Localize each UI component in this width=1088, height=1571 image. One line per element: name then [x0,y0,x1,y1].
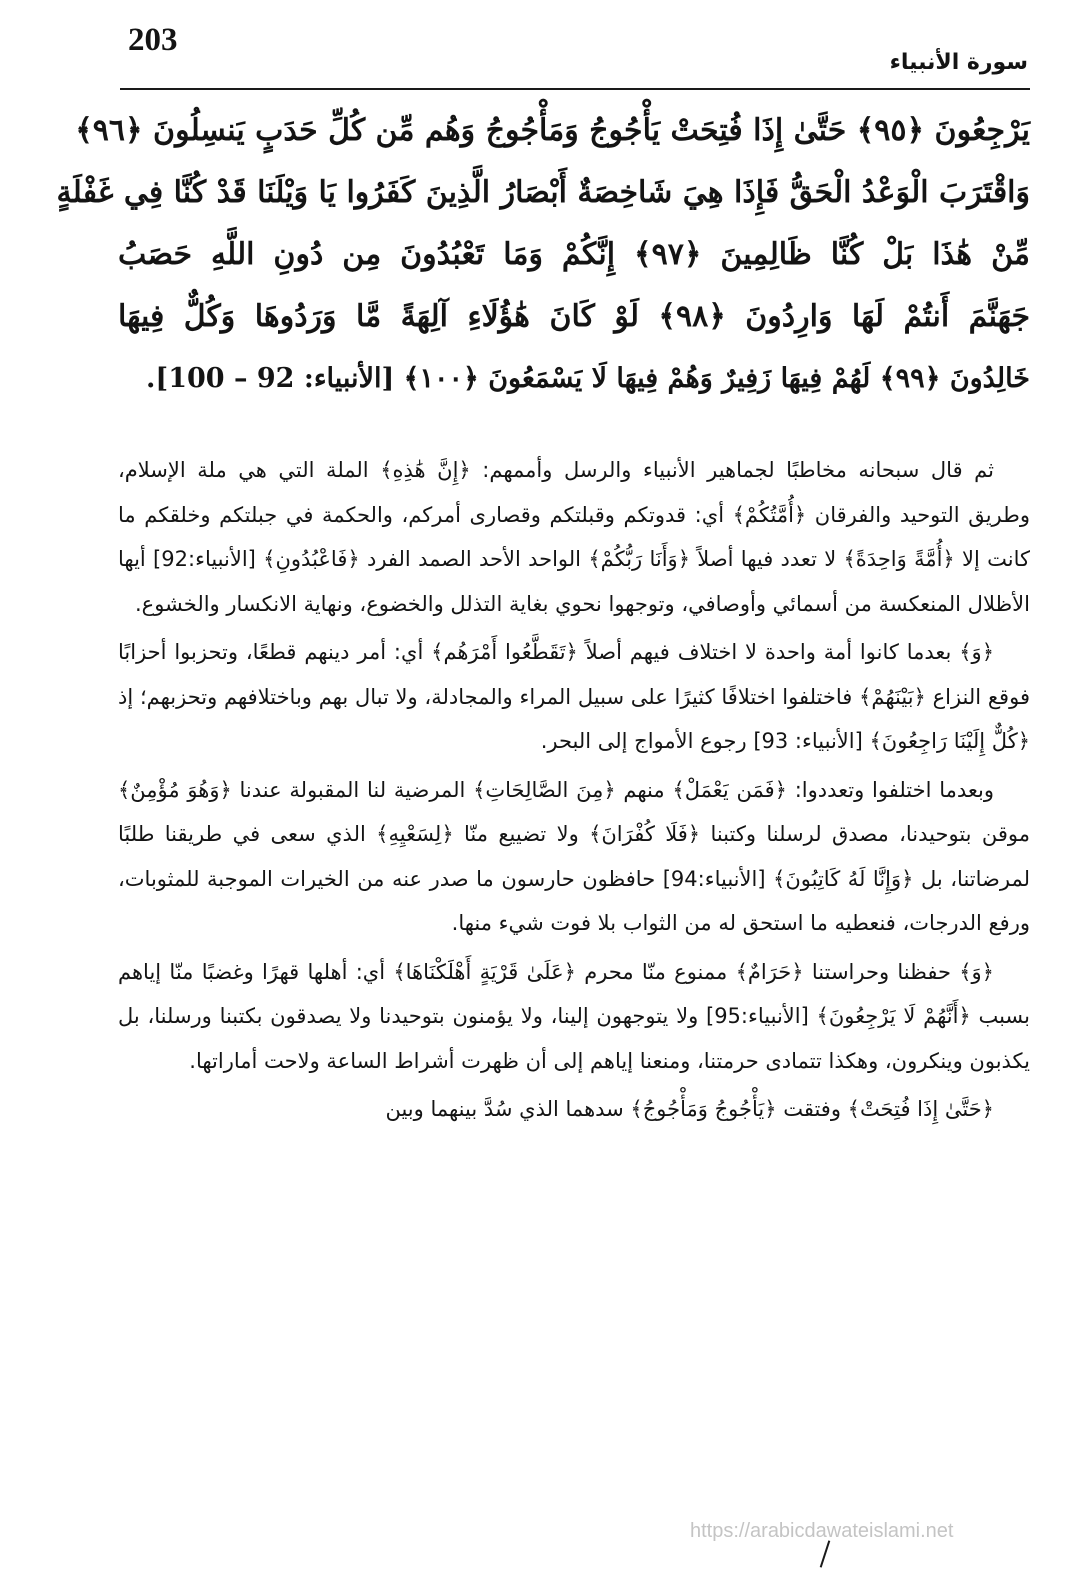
scan-edge-mark [820,1540,831,1567]
quran-line-2: وَاقْتَرَبَ الْوَعْدُ الْحَقُّ فَإِذَا هِيَ شَاخِصَةٌ أَبْصَارُ الَّذِينَ كَفَرُوا يَا وَيْلَنَا قَدْ كُنَّا فِي غَفْلَةٍ [56,175,1030,210]
commentary-text [118,448,1030,1136]
quran-line-5: خَالِدُونَ ﴿٩٩﴾ لَهُمْ فِيهَا زَفِيرٌ وَهُمْ فِيهَا لَا يَسْمَعُونَ ﴿١٠٠﴾ [الأنبياء: 92 – 100]. [146,363,1030,394]
commentary-paragraph-5: ﴿حَتَّىٰ إِذَا فُتِحَتْ﴾ وفتقت ﴿يَأْجُوجُ وَمَأْجُوجُ﴾ سدهما الذي سُدَّ بينهما وبين [385,1097,994,1121]
source-watermark: https://arabicdawateislami.net [690,1520,954,1542]
commentary-paragraph-3: وبعدما اختلفوا وتعددوا: ﴿فَمَن يَعْمَلْ﴾ منهم ﴿مِنَ الصَّالِحَاتِ﴾ المرضية لنا المقبولة عندنا ﴿وَهُوَ مُؤْمِنٌ﴾ موقن بتوحيدنا، مصدق لرسلنا وكتبنا ﴿فَلَا كُفْرَانَ﴾ ولا تضييع منّا ﴿لِسَعْيِهِ﴾ الذي سعى في طريقنا طلبًا لمرضاتنا، بل ﴿وَإِنَّا لَهُ كَاتِبُونَ﴾ [الأنبياء:94] حافظون حارسون ما صدر عنه من الخيرات الموجبة للمثوبات، ورفع الدرجات، فنعطيه ما استحق له من الثواب بلا فوت شيء منها. [118,777,1030,935]
commentary-paragraph-2: ﴿وَ﴾ بعدما كانوا أمة واحدة لا اختلاف فيهم أصلاً ﴿تَقَطَّعُوا أَمْرَهُم﴾ أي: أمر دينهم قطعًا، وتحزبوا أحزابًا فوقع النزاع ﴿بَيْنَهُمْ﴾ فاختلفوا اختلافًا كثيرًا على سبيل المراء والمجادلة، ولا تبال بهم وباختلافهم وتحزبهم؛ إذ ﴿كُلٌّ إِلَيْنَا رَاجِعُونَ﴾ [الأنبياء: 93] رجوع الأمواج إلى البحر. [118,640,1030,753]
quran-line-4: جَهَنَّمَ أَنتُمْ لَهَا وَارِدُونَ ﴿٩٨﴾ لَوْ كَانَ هَٰؤُلَاءِ آلِهَةً مَّا وَرَدُوهَا وَكُلٌّ فِيهَا [118,299,1031,334]
page-number: 203 [128,22,178,58]
commentary-paragraph-1: ثم قال سبحانه مخاطبًا لجماهير الأنبياء والرسل وأممهم: ﴿إِنَّ هَٰذِهِ﴾ الملة التي هي ملة الإسلام، وطريق التوحيد والفرقان ﴿أُمَّتُكُمْ﴾ أي: قدوتكم وقبلتكم وقصارى أمركم، والحكمة في جبلتكم وخلقكم ما كانت إلا ﴿أُمَّةً وَاحِدَةً﴾ لا تعدد فيها أصلاً ﴿وَأَنَا رَبُّكُمْ﴾ الواحد الأحد الصمد الفرد ﴿فَاعْبُدُونِ﴾ [الأنبياء:92] أيها الأظلال المنعكسة من أسمائي وأوصافي، وتوجهوا نحوي بغاية التذلل والخضوع، ونهاية الانكسار والخشوع. [118,458,1030,616]
header-rule [120,88,1030,90]
quran-line-1: يَرْجِعُونَ ﴿٩٥﴾ حَتَّىٰ إِذَا فُتِحَتْ يَأْجُوجُ وَمَأْجُوجُ وَهُم مِّن كُلِّ حَدَبٍ يَنسِلُونَ ﴿٩٦﴾ [75,113,1030,148]
quran-verses-block [56,100,1031,435]
quran-line-3: مِّنْ هَٰذَا بَلْ كُنَّا ظَالِمِينَ ﴿٩٧﴾ إِنَّكُمْ وَمَا تَعْبُدُونَ مِن دُونِ اللَّهِ حَصَبُ [118,237,1030,272]
surah-title: سورة الأنبياء [889,50,1028,75]
commentary-paragraph-4: ﴿وَ﴾ حفظنا وحراستنا ﴿حَرَامٌ﴾ ممنوع منّا محرم ﴿عَلَىٰ قَرْيَةٍ أَهْلَكْنَاهَا﴾ أي: أهلها قهرًا وغضبًا منّا إياهم بسبب ﴿أَنَّهُمْ لَا يَرْجِعُونَ﴾ [الأنبياء:95] ولا يتوجهون إلينا، ولا يؤمنون بتوحيدنا ولا يصدقون بكتبنا ورسلنا، بل يكذبون وينكرون، وهكذا تتمادى حرمتنا، ومنعنا إياهم إلى أن ظهرت أشراط الساعة ولاحت أماراتها. [118,959,1031,1073]
